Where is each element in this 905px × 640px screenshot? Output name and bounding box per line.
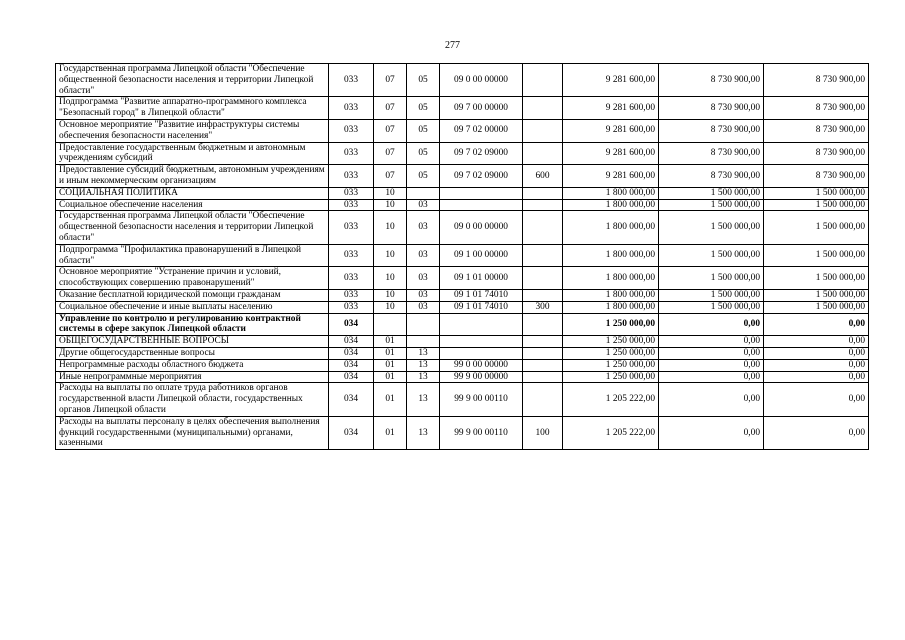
cell-amount-year2: 8 730 900,00 [659, 97, 764, 120]
cell-ved-code: 033 [329, 142, 374, 165]
cell-amount-year2: 0,00 [659, 359, 764, 371]
cell-expense-type [523, 359, 563, 371]
cell-name: Управление по контролю и регулированию контрактной системы в сфере закупок Липецкой области [56, 313, 329, 336]
cell-ved-code: 033 [329, 187, 374, 199]
cell-section-code [374, 313, 407, 336]
cell-target-article [440, 347, 523, 359]
cell-name: Социальное обеспечение населения [56, 199, 329, 211]
cell-expense-type [523, 142, 563, 165]
cell-amount-year1: 9 281 600,00 [563, 64, 659, 97]
cell-name: Предоставление субсидий бюджетным, автономным учреждениям и иным некоммерческим организациям [56, 165, 329, 188]
cell-expense-type [523, 64, 563, 97]
cell-subsection-code: 13 [407, 383, 440, 416]
cell-amount-year1: 1 800 000,00 [563, 267, 659, 290]
cell-section-code: 10 [374, 301, 407, 313]
cell-section-code: 10 [374, 289, 407, 301]
cell-amount-year3: 0,00 [764, 371, 869, 383]
cell-amount-year1: 1 800 000,00 [563, 289, 659, 301]
cell-target-article: 09 1 01 00000 [440, 267, 523, 290]
cell-expense-type [523, 97, 563, 120]
cell-amount-year1: 9 281 600,00 [563, 97, 659, 120]
page-number: 277 [445, 40, 460, 51]
table-row [56, 165, 869, 188]
cell-section-code: 01 [374, 371, 407, 383]
cell-amount-year3: 8 730 900,00 [764, 97, 869, 120]
table-row [56, 142, 869, 165]
table-row [56, 336, 869, 348]
cell-ved-code: 033 [329, 165, 374, 188]
cell-target-article: 09 0 00 00000 [440, 211, 523, 244]
cell-name: Подпрограмма "Профилактика правонарушений в Липецкой области" [56, 244, 329, 267]
cell-amount-year2: 8 730 900,00 [659, 165, 764, 188]
cell-amount-year2: 1 500 000,00 [659, 211, 764, 244]
cell-ved-code: 034 [329, 347, 374, 359]
cell-amount-year1: 9 281 600,00 [563, 142, 659, 165]
cell-amount-year2: 0,00 [659, 313, 764, 336]
cell-ved-code: 034 [329, 371, 374, 383]
cell-ved-code: 033 [329, 244, 374, 267]
cell-ved-code: 033 [329, 267, 374, 290]
cell-subsection-code: 05 [407, 165, 440, 188]
cell-amount-year2: 1 500 000,00 [659, 267, 764, 290]
cell-subsection-code: 03 [407, 301, 440, 313]
cell-expense-type [523, 187, 563, 199]
cell-subsection-code: 03 [407, 244, 440, 267]
cell-section-code: 07 [374, 142, 407, 165]
table-row [56, 359, 869, 371]
cell-target-article: 99 9 00 00000 [440, 371, 523, 383]
cell-target-article: 09 1 01 74010 [440, 289, 523, 301]
cell-target-article: 09 1 01 74010 [440, 301, 523, 313]
cell-section-code: 01 [374, 347, 407, 359]
table-row [56, 313, 869, 336]
cell-name: Иные непрограммные мероприятия [56, 371, 329, 383]
cell-amount-year2: 1 500 000,00 [659, 289, 764, 301]
cell-amount-year3: 0,00 [764, 336, 869, 348]
table-row [56, 267, 869, 290]
cell-expense-type [523, 313, 563, 336]
cell-name: Непрограммные расходы областного бюджета [56, 359, 329, 371]
cell-subsection-code: 03 [407, 211, 440, 244]
cell-section-code: 10 [374, 267, 407, 290]
cell-name: Расходы на выплаты персоналу в целях обеспечения выполнения функций государственными (муниципальными) органами, казенными [56, 416, 329, 449]
cell-amount-year2: 1 500 000,00 [659, 199, 764, 211]
cell-amount-year1: 1 250 000,00 [563, 336, 659, 348]
cell-expense-type [523, 199, 563, 211]
cell-amount-year2: 1 500 000,00 [659, 187, 764, 199]
cell-amount-year2: 0,00 [659, 371, 764, 383]
cell-amount-year2: 0,00 [659, 336, 764, 348]
table-row [56, 301, 869, 313]
cell-expense-type [523, 211, 563, 244]
cell-ved-code: 033 [329, 289, 374, 301]
cell-amount-year1: 1 250 000,00 [563, 347, 659, 359]
cell-target-article [440, 199, 523, 211]
cell-ved-code: 034 [329, 336, 374, 348]
cell-ved-code: 033 [329, 119, 374, 142]
cell-target-article: 09 7 00 00000 [440, 97, 523, 120]
cell-section-code: 10 [374, 211, 407, 244]
cell-expense-type [523, 383, 563, 416]
cell-ved-code: 034 [329, 416, 374, 449]
cell-ved-code: 034 [329, 313, 374, 336]
cell-subsection-code: 05 [407, 64, 440, 97]
cell-amount-year3: 0,00 [764, 347, 869, 359]
cell-amount-year3: 1 500 000,00 [764, 267, 869, 290]
cell-target-article: 09 7 02 09000 [440, 165, 523, 188]
table-row [56, 64, 869, 97]
cell-name: Социальное обеспечение и иные выплаты населению [56, 301, 329, 313]
cell-subsection-code: 05 [407, 97, 440, 120]
cell-name: Основное мероприятие "Развитие инфраструктуры системы обеспечения безопасности населения" [56, 119, 329, 142]
cell-amount-year2: 8 730 900,00 [659, 142, 764, 165]
cell-amount-year1: 1 800 000,00 [563, 211, 659, 244]
cell-target-article [440, 313, 523, 336]
cell-amount-year3: 8 730 900,00 [764, 165, 869, 188]
cell-ved-code: 033 [329, 211, 374, 244]
cell-name: Государственная программа Липецкой области "Обеспечение общественной безопасности населения и территории Липецкой области" [56, 64, 329, 97]
cell-section-code: 07 [374, 64, 407, 97]
table-row [56, 244, 869, 267]
cell-amount-year1: 1 250 000,00 [563, 359, 659, 371]
cell-amount-year1: 1 800 000,00 [563, 244, 659, 267]
cell-expense-type: 300 [523, 301, 563, 313]
cell-target-article: 99 9 00 00110 [440, 416, 523, 449]
cell-amount-year1: 9 281 600,00 [563, 165, 659, 188]
cell-amount-year3: 1 500 000,00 [764, 199, 869, 211]
cell-amount-year2: 0,00 [659, 383, 764, 416]
cell-amount-year3: 0,00 [764, 359, 869, 371]
cell-name: Предоставление государственным бюджетным и автономным учреждениям субсидий [56, 142, 329, 165]
cell-amount-year2: 1 500 000,00 [659, 244, 764, 267]
cell-amount-year1: 1 250 000,00 [563, 371, 659, 383]
cell-amount-year3: 1 500 000,00 [764, 289, 869, 301]
cell-subsection-code: 05 [407, 142, 440, 165]
cell-section-code: 07 [374, 97, 407, 120]
cell-expense-type [523, 267, 563, 290]
cell-ved-code: 033 [329, 199, 374, 211]
cell-amount-year1: 9 281 600,00 [563, 119, 659, 142]
cell-ved-code: 034 [329, 383, 374, 416]
cell-amount-year3: 0,00 [764, 313, 869, 336]
cell-amount-year2: 8 730 900,00 [659, 64, 764, 97]
cell-amount-year1: 1 800 000,00 [563, 187, 659, 199]
cell-section-code: 07 [374, 165, 407, 188]
cell-amount-year3: 1 500 000,00 [764, 301, 869, 313]
cell-target-article [440, 187, 523, 199]
cell-subsection-code: 13 [407, 347, 440, 359]
cell-subsection-code: 03 [407, 267, 440, 290]
cell-ved-code: 033 [329, 97, 374, 120]
cell-ved-code: 034 [329, 359, 374, 371]
table-row [56, 119, 869, 142]
cell-amount-year2: 0,00 [659, 416, 764, 449]
cell-amount-year3: 8 730 900,00 [764, 119, 869, 142]
cell-subsection-code: 13 [407, 371, 440, 383]
cell-expense-type [523, 244, 563, 267]
cell-section-code: 10 [374, 244, 407, 267]
cell-amount-year1: 1 800 000,00 [563, 301, 659, 313]
cell-section-code: 01 [374, 383, 407, 416]
cell-section-code: 01 [374, 336, 407, 348]
cell-amount-year3: 1 500 000,00 [764, 244, 869, 267]
table-row [56, 371, 869, 383]
cell-expense-type [523, 336, 563, 348]
cell-amount-year3: 0,00 [764, 383, 869, 416]
cell-name: Оказание бесплатной юридической помощи гражданам [56, 289, 329, 301]
cell-amount-year3: 8 730 900,00 [764, 142, 869, 165]
cell-name: ОБЩЕГОСУДАРСТВЕННЫЕ ВОПРОСЫ [56, 336, 329, 348]
cell-name: Другие общегосударственные вопросы [56, 347, 329, 359]
cell-amount-year2: 1 500 000,00 [659, 301, 764, 313]
cell-amount-year3: 1 500 000,00 [764, 187, 869, 199]
cell-amount-year2: 0,00 [659, 347, 764, 359]
cell-section-code: 01 [374, 416, 407, 449]
table-row [56, 187, 869, 199]
cell-subsection-code: 05 [407, 119, 440, 142]
cell-section-code: 10 [374, 199, 407, 211]
cell-amount-year1: 1 800 000,00 [563, 199, 659, 211]
cell-expense-type: 600 [523, 165, 563, 188]
cell-target-article: 09 1 00 00000 [440, 244, 523, 267]
cell-expense-type [523, 119, 563, 142]
cell-subsection-code: 13 [407, 359, 440, 371]
cell-subsection-code [407, 313, 440, 336]
table-row [56, 416, 869, 449]
cell-expense-type [523, 371, 563, 383]
cell-expense-type: 100 [523, 416, 563, 449]
cell-section-code: 10 [374, 187, 407, 199]
cell-amount-year2: 8 730 900,00 [659, 119, 764, 142]
cell-expense-type [523, 289, 563, 301]
cell-name: Подпрограмма "Развитие аппаратно-программного комплекса "Безопасный город" в Липецкой области" [56, 97, 329, 120]
cell-amount-year1: 1 205 222,00 [563, 383, 659, 416]
table-row [56, 211, 869, 244]
cell-target-article: 09 7 02 09000 [440, 142, 523, 165]
table-row [56, 289, 869, 301]
table-row [56, 383, 869, 416]
cell-target-article: 99 9 00 00110 [440, 383, 523, 416]
table-row [56, 347, 869, 359]
cell-name: СОЦИАЛЬНАЯ ПОЛИТИКА [56, 187, 329, 199]
cell-subsection-code: 03 [407, 199, 440, 211]
cell-name: Основное мероприятие "Устранение причин и условий, способствующих совершению правонарушений" [56, 267, 329, 290]
cell-section-code: 01 [374, 359, 407, 371]
cell-target-article: 09 7 02 00000 [440, 119, 523, 142]
budget-table [55, 63, 869, 450]
table-row [56, 97, 869, 120]
cell-amount-year3: 1 500 000,00 [764, 211, 869, 244]
cell-amount-year3: 0,00 [764, 416, 869, 449]
cell-ved-code: 033 [329, 301, 374, 313]
cell-subsection-code: 03 [407, 289, 440, 301]
cell-name: Государственная программа Липецкой области "Обеспечение общественной безопасности населения и территории Липецкой области" [56, 211, 329, 244]
cell-target-article: 99 0 00 00000 [440, 359, 523, 371]
cell-amount-year1: 1 205 222,00 [563, 416, 659, 449]
cell-target-article [440, 336, 523, 348]
cell-amount-year1: 1 250 000,00 [563, 313, 659, 336]
table-row [56, 199, 869, 211]
cell-name: Расходы на выплаты по оплате труда работников органов государственной власти Липецкой области, государственных органов Липецкой области [56, 383, 329, 416]
cell-subsection-code [407, 187, 440, 199]
cell-expense-type [523, 347, 563, 359]
cell-section-code: 07 [374, 119, 407, 142]
cell-target-article: 09 0 00 00000 [440, 64, 523, 97]
cell-subsection-code: 13 [407, 416, 440, 449]
cell-ved-code: 033 [329, 64, 374, 97]
cell-subsection-code [407, 336, 440, 348]
cell-amount-year3: 8 730 900,00 [764, 64, 869, 97]
